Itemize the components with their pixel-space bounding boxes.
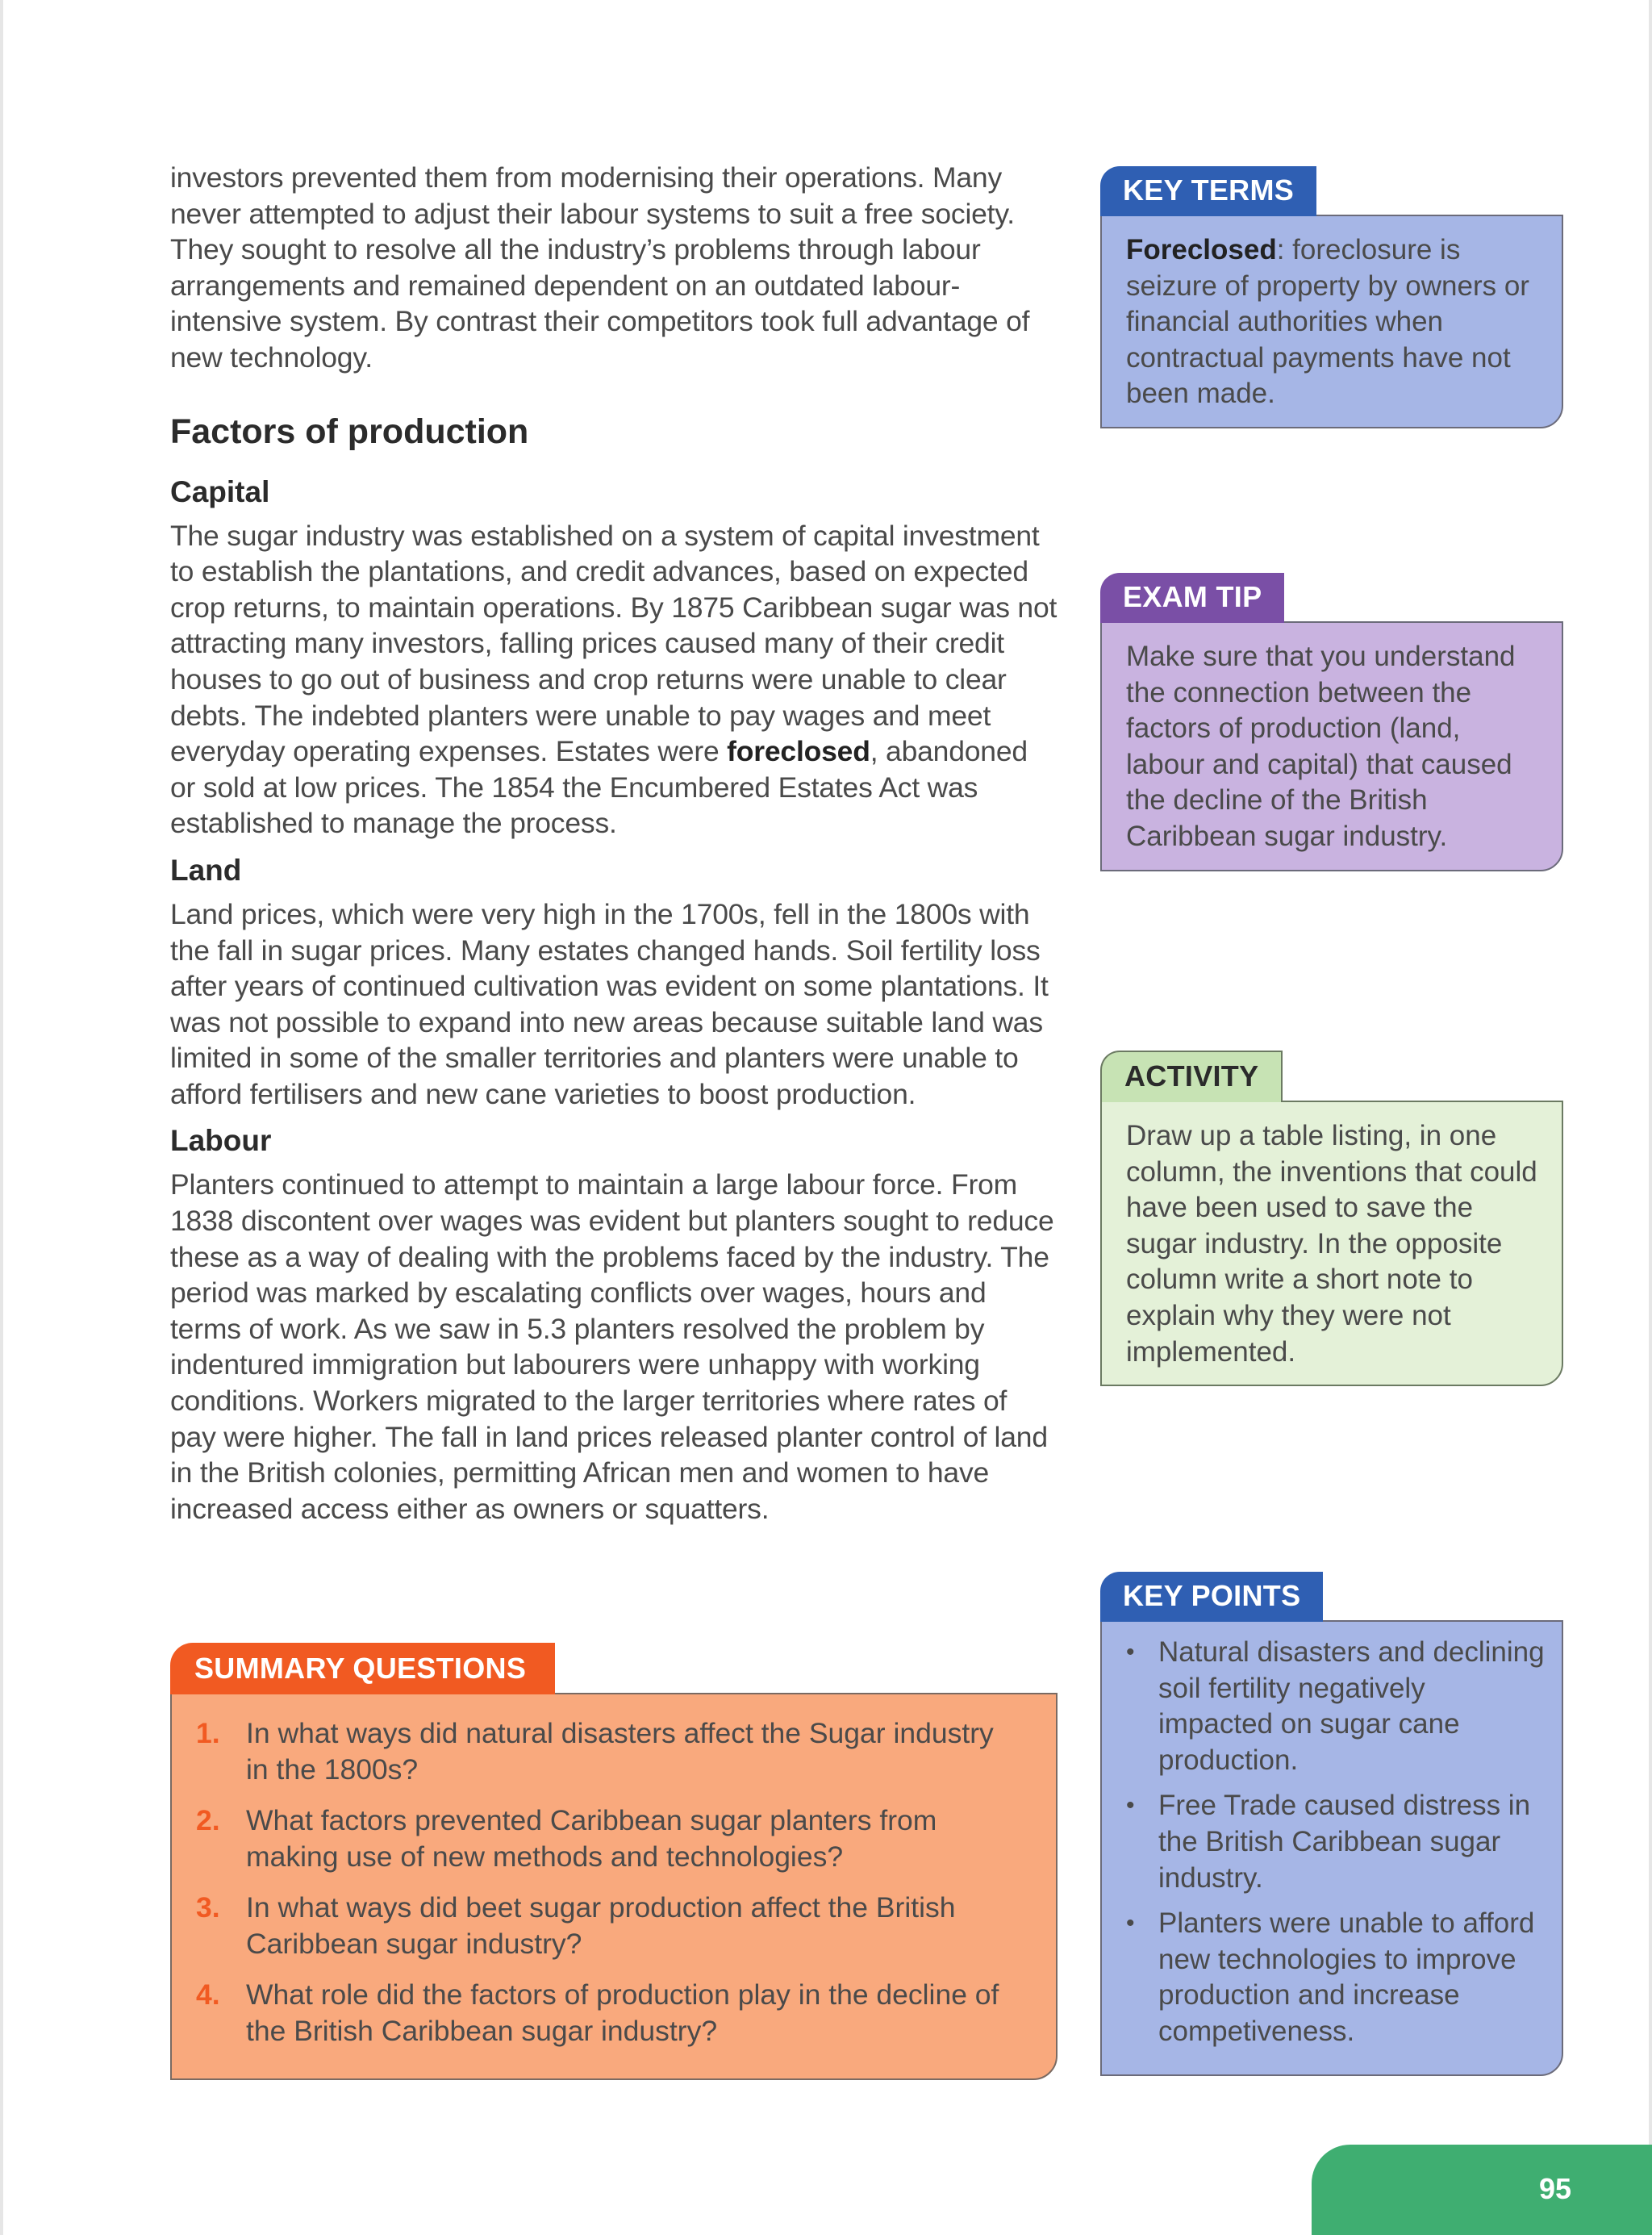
key-points-list <box>1126 1635 1546 2050</box>
key-points-content <box>1100 1620 1563 2076</box>
activity-content: Draw up a table listing, in one column, the inventions that could have been used to save the sugar industry. In the opposite column write a short note to explain why they were not implemented. <box>1100 1101 1563 1386</box>
question-text: What role did the factors of production play in the decline of the British Caribbean sugar industry? <box>246 1978 999 2047</box>
question-text: In what ways did beet sugar production affect the British Caribbean sugar industry? <box>246 1891 956 1960</box>
key-point-text: Natural disasters and declining soil fertility negatively impacted on sugar cane production. <box>1158 1636 1545 1776</box>
page-edge-right <box>1649 0 1652 2235</box>
question-item <box>196 1803 1017 1875</box>
land-heading: Land <box>170 853 242 887</box>
exam-tip-content: Make sure that you understand the connection between the factors of production (land, labour and capital) that caused the decline of the British Caribbean sugar industry. <box>1100 621 1563 871</box>
bullet: • <box>1126 1792 1135 1819</box>
capital-text-before: The sugar industry was established on a system of capital investment to establish the plantations, and credit advances, based on expected crop returns, to maintain operations. By 1875 Caribbean sugar was not attracting many investors, falling prices caused many of their credit houses to go out of business and crop returns were unable to clear debts. The indebted planters were unable to pay wages and meet everyday operating expenses. Estates were <box>170 519 1058 768</box>
question-number: 4. <box>196 1978 220 2011</box>
land-paragraph: Land prices, which were very high in the 1700s, fell in the 1800s with the fall in sugar prices. Many estates changed hands. Soil fertility loss after years of continued cultivation was evident on some plantations. It was not possible to expand into new areas because suitable land was limited in some of the smaller territories and planters were unable to afford fertilisers and new cane varieties to boost production. <box>170 897 1049 1110</box>
key-point-item <box>1126 1635 1546 1778</box>
question-number: 2. <box>196 1804 220 1836</box>
summary-questions-box <box>170 1643 1058 2080</box>
page-edge-left <box>0 0 3 2235</box>
key-term: Foreclosed <box>1126 234 1277 265</box>
question-number: 3. <box>196 1891 220 1924</box>
activity-box <box>1100 1051 1563 1386</box>
capital-heading: Capital <box>170 474 270 508</box>
exam-tip-title: EXAM TIP <box>1100 573 1284 623</box>
capital-paragraph <box>170 518 1058 842</box>
bullet: • <box>1126 1910 1135 1937</box>
capital-text-after: , abandoned or sold at low prices. The 1854 the Encumbered Estates Act was established to manage the process. <box>170 735 1028 840</box>
exam-tip-box <box>1100 573 1563 871</box>
page-number-tab <box>1312 2145 1652 2235</box>
question-item <box>196 1890 1017 1962</box>
page-number: 95 <box>1538 2172 1571 2205</box>
key-point-text: Free Trade caused distress in the British Caribbean sugar industry. <box>1158 1790 1531 1894</box>
question-text: What factors prevented Caribbean sugar planters from making use of new methods and technologies? <box>246 1804 937 1873</box>
labour-paragraph: Planters continued to attempt to maintain a large labour force. From 1838 discontent over wages was evident but planters sought to reduce these as a way of dealing with the problems faced by the industry. The period was marked by escalating conflicts over wages, hours and terms of work. As we saw in 5.3 planters resolved the problem by indentured immigration but labourers were unhappy with working conditions. Workers migrated to the larger territories where rates of pay were higher. The fall in land prices released planter control of land in the British colonies, permitting African men and women to have increased access either as owners or squatters. <box>170 1168 1054 1525</box>
key-point-text: Planters were unable to afford new technologies to improve production and increase competiveness. <box>1158 1907 1535 2047</box>
key-point-item <box>1126 1906 1546 2049</box>
activity-title: ACTIVITY <box>1100 1051 1283 1102</box>
section-heading: Factors of production <box>170 411 529 451</box>
main-column <box>170 160 1058 1527</box>
labour-heading: Labour <box>170 1124 272 1158</box>
key-points-title: KEY POINTS <box>1100 1572 1323 1622</box>
key-points-box <box>1100 1572 1563 2076</box>
key-terms-title: KEY TERMS <box>1100 166 1316 216</box>
question-number: 1. <box>196 1717 220 1749</box>
intro-paragraph: investors prevented them from modernising their operations. Many never attempted to adjust their labour systems to suit a free society. They sought to resolve all the industry’s problems through labour arrangements and remained dependent on an outdated labour-intensive system. By contrast their competitors took full advantage of new technology. <box>170 161 1030 374</box>
key-terms-content <box>1100 215 1563 428</box>
question-text: In what ways did natural disasters affect the Sugar industry in the 1800s? <box>246 1717 994 1786</box>
key-term-definition: : foreclosure is seizure of property by owners or financial authorities when contractual payments have not been made. <box>1126 234 1529 410</box>
key-terms-box <box>1100 166 1563 428</box>
summary-questions-title: SUMMARY QUESTIONS <box>170 1643 555 1694</box>
key-point-item <box>1126 1788 1546 1896</box>
question-item <box>196 1977 1017 2049</box>
summary-questions-list <box>170 1693 1058 2080</box>
question-item <box>196 1715 1017 1788</box>
bullet: • <box>1126 1639 1135 1665</box>
foreclosed-term: foreclosed <box>727 735 870 768</box>
